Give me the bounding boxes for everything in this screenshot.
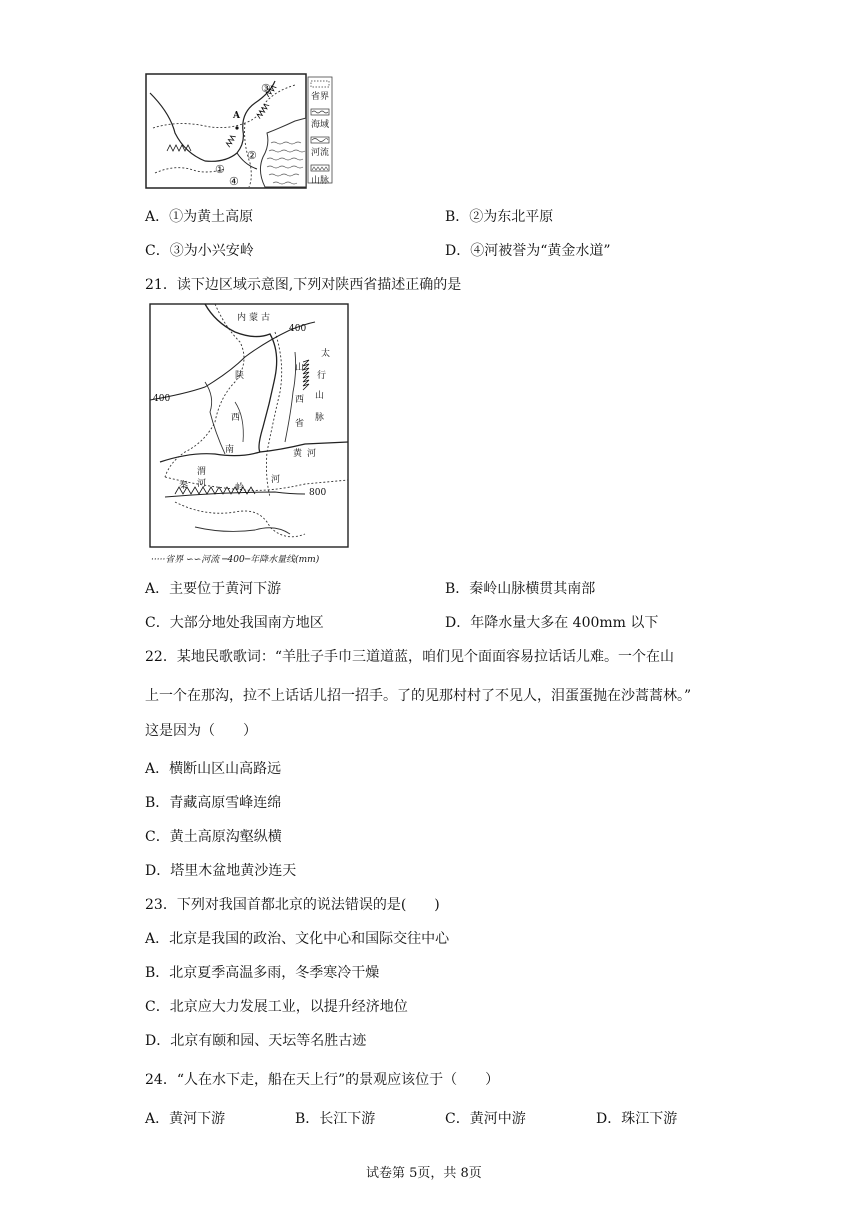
q20-option-b: B．②为东北平原 xyxy=(445,209,554,225)
q21-label-he2: 河 xyxy=(307,449,317,459)
q20-marker-4: ④ xyxy=(229,175,239,188)
q21-label-ling: 岭 xyxy=(235,483,245,493)
q21-option-d: D．年降水量大多在 400mm 以下 xyxy=(445,615,659,631)
q21-stem: 21．读下边区域示意图,下列对陕西省描述正确的是 xyxy=(145,277,462,293)
q23-stem: 23．下列对我国首都北京的说法错误的是( ) xyxy=(145,897,440,913)
q22-option-a: A．横断山区山高路远 xyxy=(145,761,282,777)
q22-stem-line1: 22．某地民歌歌词：“羊肚子手巾三道道蓝，咱们见个面面容易拉话话儿难。一个在山 xyxy=(145,649,674,665)
q23-option-a: A．北京是我国的政治、文化中心和国际交往中心 xyxy=(145,931,450,947)
q21-label-800: 800 xyxy=(309,488,327,498)
q21-label-qin: 秦 xyxy=(179,481,189,491)
q21-label-shan: 山 xyxy=(295,363,305,373)
q21-label-tai: 太 xyxy=(321,349,331,359)
q21-option-c: C．大部分地处我国南方地区 xyxy=(145,615,324,631)
q24-option-d: D．珠江下游 xyxy=(596,1111,678,1127)
q24-option-a: A．黄河下游 xyxy=(145,1111,226,1127)
q22-option-c: C．黄土高原沟壑纵横 xyxy=(145,829,282,845)
q20-legend-sea: 海域 xyxy=(311,120,330,130)
q20-option-c: C．③为小兴安岭 xyxy=(145,243,254,259)
q21-label-xi2: 西 xyxy=(231,413,241,423)
q23-option-b: B．北京夏季高温多雨，冬季寒冷干燥 xyxy=(145,965,380,981)
q21-label-400-top: 400 xyxy=(289,324,307,334)
q21-label-xi: 西 xyxy=(295,395,305,405)
q21-label-gu: 古 xyxy=(261,313,271,323)
q20-marker-a: A xyxy=(233,111,240,121)
q20-map xyxy=(145,73,335,191)
q20-option-a: A．①为黄土高原 xyxy=(145,209,254,225)
q21-label-he: 河 xyxy=(197,479,207,489)
q21-option-b: B．秦岭山脉横贯其南部 xyxy=(445,581,596,597)
q21-label-mai: 脉 xyxy=(315,413,325,423)
page-footer: 试卷第 5页，共 8页 xyxy=(366,1166,482,1181)
q23-option-d: D．北京有颐和园、天坛等名胜古迹 xyxy=(145,1033,367,1049)
q21-label-hang: 行 xyxy=(317,371,327,381)
q20-map-drawing xyxy=(145,73,335,191)
q24-option-c: C．黄河中游 xyxy=(445,1111,526,1127)
q20-marker-1: ① xyxy=(215,163,225,176)
q24-option-b: B．长江下游 xyxy=(295,1111,376,1127)
q21-label-shan2: 山 xyxy=(315,391,325,401)
q20-legend-mountain: 山脉 xyxy=(311,176,330,186)
q20-marker-3: ③ xyxy=(261,82,271,95)
q20-marker-2: ② xyxy=(247,149,257,162)
q21-label-nei: 内 xyxy=(237,313,247,323)
q21-label-huang: 黄 xyxy=(293,449,303,459)
q21-label-400-left: 400 xyxy=(153,394,171,404)
q21-label-he3: 河 xyxy=(271,475,281,485)
q21-label-meng: 蒙 xyxy=(249,313,259,323)
q21-option-a: A．主要位于黄河下游 xyxy=(145,581,282,597)
q21-label-shaan: 陕 xyxy=(235,371,245,381)
q21-map xyxy=(145,302,360,568)
q21-label-sheng: 省 xyxy=(295,419,305,429)
q20-option-d: D．④河被誉为“黄金水道” xyxy=(445,243,611,259)
q24-stem: 24．“人在水下走，船在天上行”的景观应该位于（ ） xyxy=(145,1072,500,1088)
q22-stem-line3: 这是因为（ ） xyxy=(145,723,257,739)
q21-map-legend: ·····省界 ∽∽河流 ─400─年降水量线(mm) xyxy=(151,555,320,565)
q21-label-wei: 渭 xyxy=(197,467,207,477)
q22-option-b: B．青藏高原雪峰连绵 xyxy=(145,795,282,811)
q23-option-c: C．北京应大力发展工业，以提升经济地位 xyxy=(145,999,408,1015)
q22-stem-line2: 上一个在那沟，拉不上话话儿招一招手。了的见那村村了不见人，泪蛋蛋抛在沙蒿蒿林。” xyxy=(145,688,692,704)
q21-label-nan: 南 xyxy=(225,445,235,455)
q20-legend-province: 省界 xyxy=(311,92,330,102)
q21-map-drawing xyxy=(145,302,360,568)
q20-legend-river: 河流 xyxy=(311,148,330,158)
q22-option-d: D．塔里木盆地黄沙连天 xyxy=(145,863,297,879)
